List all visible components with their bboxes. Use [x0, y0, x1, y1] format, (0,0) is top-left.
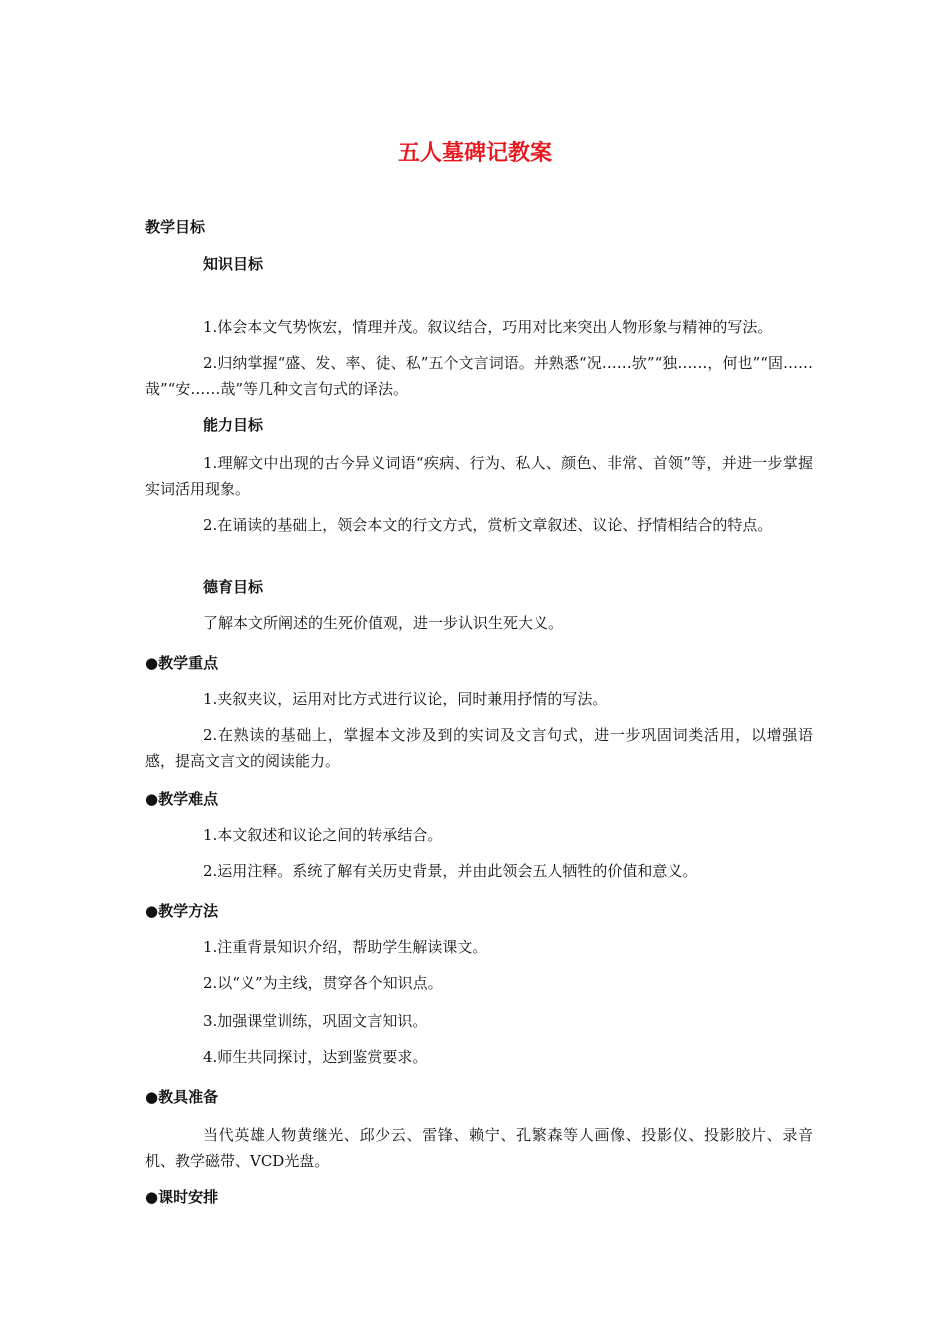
- heading-moral-goals: 德育目标: [203, 578, 264, 596]
- method-2: 2.以“义”为主线，贯穿各个知识点。: [203, 974, 443, 992]
- difficulty-2: 2.运用注释。系统了解有关历史背景，并由此领会五人牺牲的价值和意义。: [203, 862, 698, 880]
- heading-difficulties: ●教学难点: [145, 790, 219, 808]
- knowledge-goal-2: 2.归纳掌握“盛、发、率、徒、私”五个文言词语。并熟悉“况……欤”“独……，何也”“固……哉”“安……哉”等几种文言句式的译法。: [145, 354, 813, 398]
- ability-goal-1: 1.理解文中出现的古今异义词语“疾病、行为、私人、颜色、非常、首领”等，并进一步掌握实词活用现象。: [145, 454, 813, 498]
- knowledge-goal-1: 1.体会本文气势恢宏，情理并茂。叙议结合，巧用对比来突出人物形象与精神的写法。: [203, 318, 773, 336]
- materials-text: 当代英雄人物黄继光、邱少云、雷锋、赖宁、孔繁森等人画像、投影仪、投影胶片、录音机、教学磁带、VCD光盘。: [145, 1126, 813, 1170]
- heading-schedule: ●课时安排: [145, 1188, 219, 1206]
- heading-teaching-goals: 教学目标: [145, 218, 206, 236]
- ability-goal-2: 2.在诵读的基础上，领会本文的行文方式，赏析文章叙述、议论、抒情相结合的特点。: [203, 516, 773, 534]
- method-4: 4.师生共同探讨，达到鉴赏要求。: [203, 1048, 428, 1066]
- key-point-2: 2.在熟读的基础上，掌握本文涉及到的实词及文言句式，进一步巩固词类活用，以增强语感，提高文言文的阅读能力。: [145, 726, 813, 770]
- heading-ability-goals: 能力目标: [203, 416, 264, 434]
- moral-goal-1: 了解本文所阐述的生死价值观，进一步认识生死大义。: [203, 614, 564, 632]
- heading-knowledge-goals: 知识目标: [203, 255, 264, 273]
- method-1: 1.注重背景知识介绍，帮助学生解读课文。: [203, 938, 488, 956]
- difficulty-1: 1.本文叙述和议论之间的转承结合。: [203, 826, 443, 844]
- heading-key-points: ●教学重点: [145, 654, 219, 672]
- method-3: 3.加强课堂训练，巩固文言知识。: [203, 1012, 428, 1030]
- page-title: 五人墓碑记教案: [397, 141, 552, 166]
- heading-materials: ●教具准备: [145, 1088, 219, 1106]
- heading-methods: ●教学方法: [145, 902, 219, 920]
- key-point-1: 1.夹叙夹议，运用对比方式进行议论，同时兼用抒情的写法。: [203, 690, 608, 708]
